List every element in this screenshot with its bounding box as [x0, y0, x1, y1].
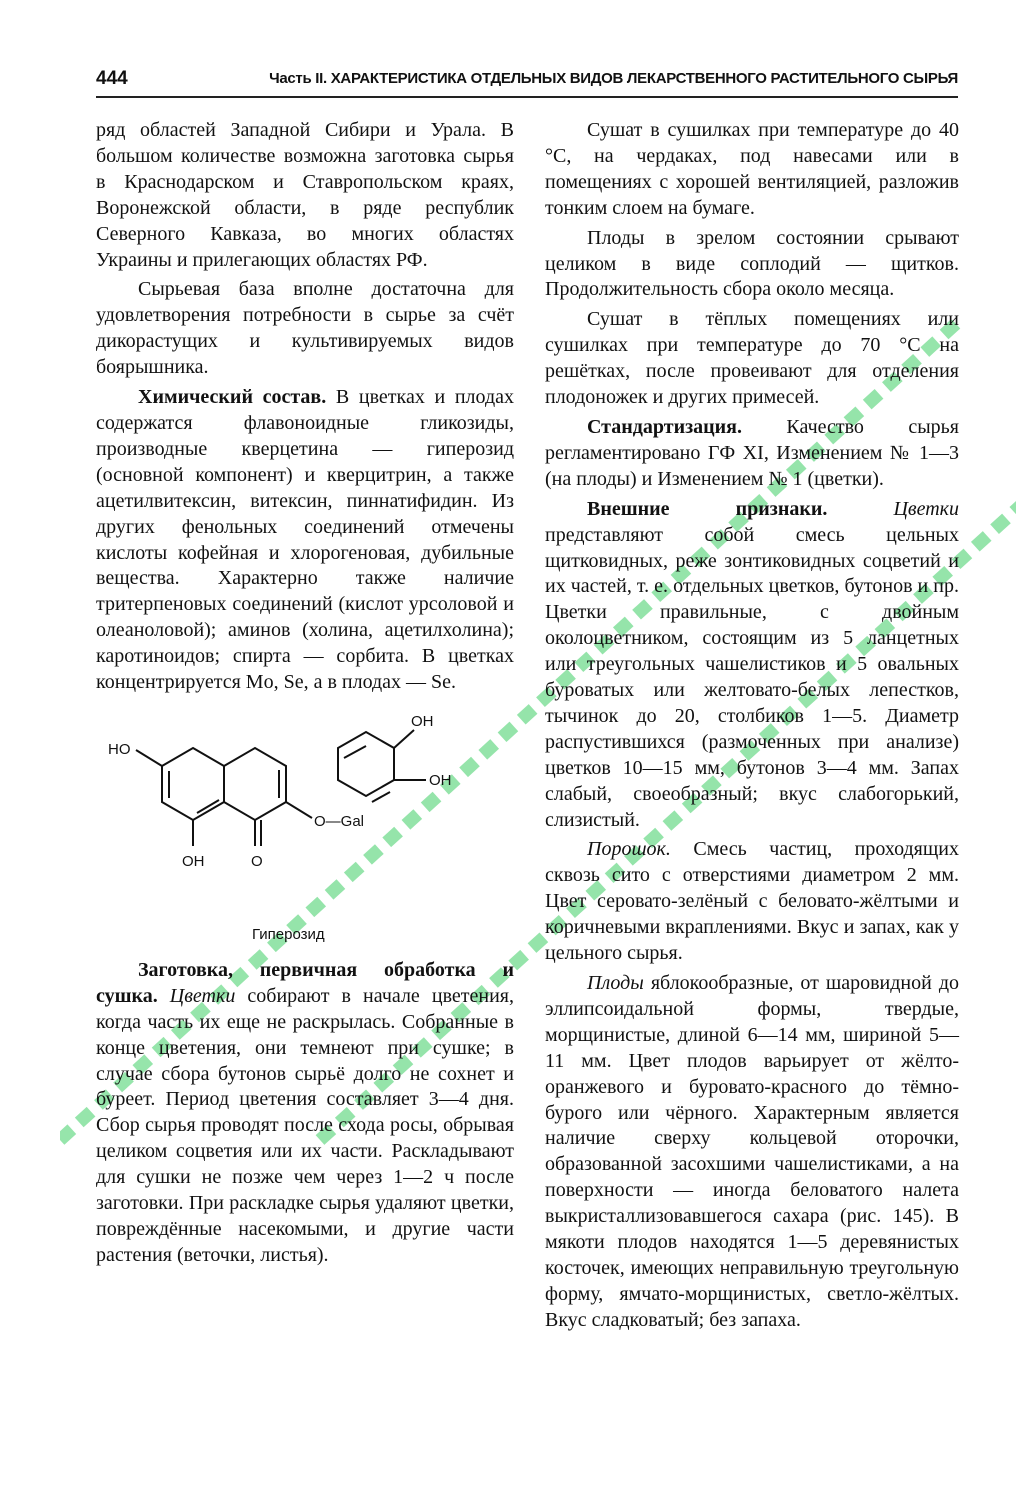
paragraph: Сырьевая база вполне достаточна для удовлетворения потребности в сырье за счёт дикорастущих и культивируемых видов боярышника.	[96, 278, 514, 379]
page-header	[96, 66, 958, 98]
hyperoside-structure-figure	[96, 708, 514, 958]
right-column	[545, 118, 959, 1334]
powder-paragraph	[545, 837, 959, 967]
italic-term: Порошок.	[587, 838, 671, 861]
running-title: Часть II. ХАРАКТЕРИСТИКА ОТДЕЛЬНЫХ ВИДОВ ЛЕКАРСТВЕННОГО РАСТИТЕЛЬНОГО СЫРЬЯ	[269, 70, 958, 87]
section-heading: Внешние признаки.	[587, 497, 828, 520]
hydroxyl-label: OH	[411, 712, 434, 730]
section-heading: Заготовка, первичная обработка и сушка.	[96, 958, 514, 1007]
chemical-structure	[96, 708, 514, 958]
hydroxyl-label: HO	[108, 740, 131, 758]
figure-caption: Гиперозид	[252, 925, 325, 943]
paragraph-text: Качество сырья регламентировано ГФ XI, Изменением № 1—3 (на плоды) и Изменением № 1 (цветки).	[545, 415, 959, 490]
paragraph-text: Смесь частиц, проходящих сквозь сито с отверстиями диаметром 2 мм. Цвет серовато-зелёный с беловато-жёлтыми и коричневыми вкраплениями. Вкус и запах, как у цельного сырья.	[545, 838, 959, 965]
hydroxyl-label: OH	[429, 771, 452, 789]
carbonyl-oxygen-label: O	[251, 852, 263, 870]
galactoside-label: O—Gal	[314, 812, 365, 830]
section-heading: Химический состав.	[138, 386, 327, 409]
italic-term: Цветки	[169, 984, 236, 1007]
italic-term: Плоды	[587, 972, 644, 994]
section-heading: Стандартизация.	[587, 415, 742, 438]
paragraph: Сушат в тёплых помещениях или сушилках при температуре до 70 °С на решётках, после провеивают для отделения плодоножек и других примесей.	[545, 308, 959, 409]
italic-term: Цветки	[893, 497, 959, 520]
paragraph: Сушат в сушилках при температуре до 40 °С, на чердаках, под навесами или в помещениях с хорошей вентиляцией, разложив тонким слоем на бумаге.	[545, 119, 959, 219]
harvesting-paragraph	[96, 958, 514, 1269]
paragraph-text: яблокообразные, от шаровидной до эллипсоидальной формы, твердые, морщинистые, длиной 6—14 мм, шириной 5—11 мм. Цвет плодов варьирует от жёлто-оранжевого и буровато-красного до тёмно-бурого или чёрного. Характерным является наличие сверху кольцевой оторочки, образованной засохшими чашелистиками, а на поверхности — иногда беловатого налета выкристаллизовавшегося сахара (рис. 145). В мякоти плодов находятся 1—5 деревянистых косточек, имеющих неправильную треугольную форму, ямчато-морщинистых, светло-жёлтых. Вкус сладковатый; без запаха.	[545, 972, 959, 1331]
left-column	[96, 118, 514, 1269]
chemical-composition-paragraph	[96, 385, 514, 696]
hydroxyl-label: OH	[182, 852, 205, 870]
paragraph-text: собирают в начале цветения, когда часть их еще не раскрылась. Собранные в конце цветения, они темнеют при сушке; в случае сбора бутонов сырьё долго не сохнет и буреет. Период цветения составляет 3—4 дня. Сбор сырья проводят после схода росы, обрывая целиком соцветия или их части. Раскладывают для сушки не позже чем через 1—2 ч после заготовки. При раскладке сырья удаляют цветки, повреждённые насекомыми, и другие части растения (веточки, листья).	[96, 984, 515, 1266]
page-number: 444	[96, 68, 128, 89]
paragraph: Плоды в зрелом состоянии срывают целиком в виде соплодий — щитков. Продолжительность сбора около месяца.	[545, 226, 959, 301]
fruits-paragraph	[545, 971, 959, 1334]
paragraph: ряд областей Западной Сибири и Урала. В большом количестве возможна заготовка сырья в Краснодарском и Ставропольском краях, Воронежской области, в ряде республик Северного Кавказа, во многих областях Украины и прилегающих областях РФ.	[96, 119, 514, 271]
external-features-paragraph	[545, 497, 959, 834]
paragraph-text: В цветках и плодах содержатся флавоноидные гликозиды, производные кверцетина — гиперозид (основной компонент) и кверцитрин, а также ацетилвитексин, витексин, пиннатифидин. Из других фенольных соединений отмечены кислоты кофейная и хлорогеновая, дубильные вещества. Характерно также наличие тритерпеновых соединений (кислот урсоловой и олеаноловой); аминов (холина, ацетилхолина); каротиноидов; спирта — сорбита. В цветках концентрируется Mo, Se, а в плодах — Se.	[96, 386, 515, 694]
standardization-paragraph	[545, 415, 959, 493]
paragraph-text: представляют собой смесь цельных щитковидных, реже зонтиковидных соцветий и их частей, т. е. отдельных цветков, бутонов и пр. Цветки правильные, с двойным околоцветником, состоящим из 5 ланцетных или треугольных чашелистиков и 5 овальных буроватых или желтовато-белых лепестков, тычинок до 20, столбиков 1—5. Диаметр распустившихся (размоченных при анализе) цветков 10—15 мм, бутонов 3—4 мм. Запах слабый, своеобразный; вкус слабогорький, слизистый.	[545, 523, 959, 831]
